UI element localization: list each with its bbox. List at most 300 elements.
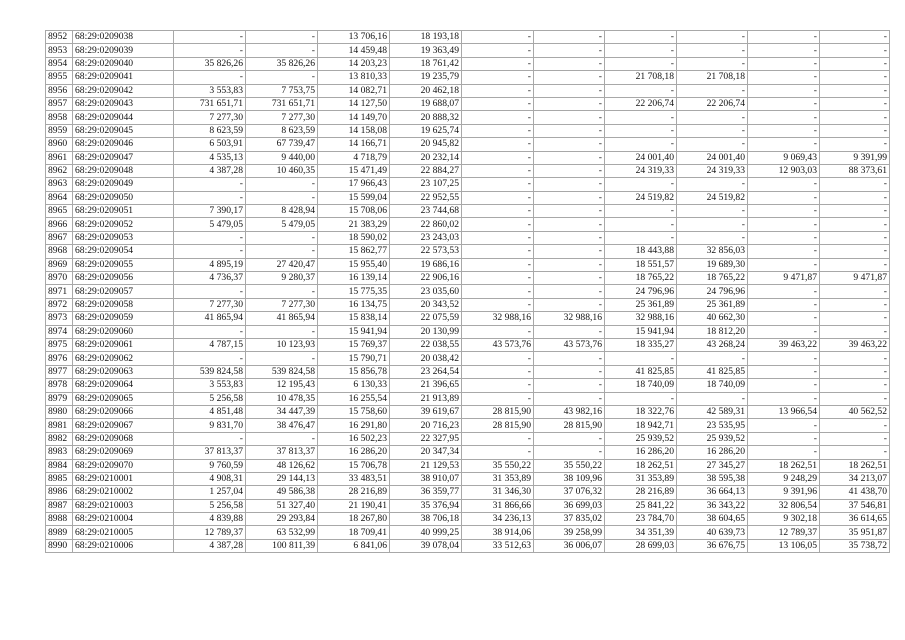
row-number-cell: 8984 bbox=[46, 459, 73, 472]
value-col-7-cell: - bbox=[462, 97, 534, 110]
value-col-7-cell: - bbox=[462, 191, 534, 204]
value-col-3-cell: 1 257,04 bbox=[174, 486, 246, 499]
value-col-3-cell: 4 535,13 bbox=[174, 151, 246, 164]
value-col-9-cell: 16 286,20 bbox=[605, 446, 677, 459]
value-col-11-cell: 13 966,54 bbox=[748, 405, 820, 418]
value-col-7-cell: - bbox=[462, 258, 534, 271]
value-col-3-cell: 35 826,26 bbox=[174, 57, 246, 70]
value-col-3-cell: 4 839,88 bbox=[174, 513, 246, 526]
value-col-10-cell: 24 001,40 bbox=[677, 151, 748, 164]
row-number-cell: 8985 bbox=[46, 472, 73, 485]
value-col-3-cell: 3 553,83 bbox=[174, 84, 246, 97]
value-col-12-cell: 9 471,87 bbox=[820, 272, 890, 285]
value-col-9-cell: - bbox=[605, 392, 677, 405]
value-col-11-cell: - bbox=[748, 325, 820, 338]
value-col-5-cell: 21 383,29 bbox=[318, 218, 390, 231]
value-col-5-cell: 14 203,23 bbox=[318, 57, 390, 70]
table-row bbox=[46, 459, 890, 472]
value-col-6-cell: 22 860,02 bbox=[390, 218, 462, 231]
value-col-7-cell: - bbox=[462, 325, 534, 338]
value-col-9-cell: 25 939,52 bbox=[605, 432, 677, 445]
value-col-7-cell: 34 236,13 bbox=[462, 513, 534, 526]
value-col-8-cell: - bbox=[534, 178, 605, 191]
value-col-10-cell: 36 343,22 bbox=[677, 499, 748, 512]
value-col-6-cell: 40 999,25 bbox=[390, 526, 462, 539]
value-col-8-cell: - bbox=[534, 272, 605, 285]
table-row bbox=[46, 513, 890, 526]
table-row bbox=[46, 392, 890, 405]
value-col-6-cell: 39 619,67 bbox=[390, 405, 462, 418]
value-col-5-cell: 15 769,37 bbox=[318, 338, 390, 351]
value-col-5-cell: 14 459,48 bbox=[318, 44, 390, 57]
value-col-4-cell: 63 532,99 bbox=[246, 526, 318, 539]
value-col-10-cell: 36 664,13 bbox=[677, 486, 748, 499]
row-number-cell: 8955 bbox=[46, 71, 73, 84]
value-col-6-cell: 22 327,95 bbox=[390, 432, 462, 445]
value-col-4-cell: - bbox=[246, 285, 318, 298]
value-col-7-cell: - bbox=[462, 164, 534, 177]
value-col-8-cell: - bbox=[534, 352, 605, 365]
value-col-12-cell: 40 562,52 bbox=[820, 405, 890, 418]
table-row bbox=[46, 405, 890, 418]
row-number-cell: 8980 bbox=[46, 405, 73, 418]
value-col-12-cell: - bbox=[820, 285, 890, 298]
value-col-8-cell: - bbox=[534, 285, 605, 298]
value-col-7-cell: - bbox=[462, 138, 534, 151]
value-col-5-cell: 18 267,80 bbox=[318, 513, 390, 526]
value-col-9-cell: 31 353,89 bbox=[605, 472, 677, 485]
value-col-10-cell: - bbox=[677, 178, 748, 191]
value-col-6-cell: 23 264,54 bbox=[390, 365, 462, 378]
value-col-3-cell: - bbox=[174, 71, 246, 84]
value-col-12-cell: - bbox=[820, 44, 890, 57]
value-col-12-cell: 41 438,70 bbox=[820, 486, 890, 499]
row-number-cell: 8988 bbox=[46, 513, 73, 526]
value-col-3-cell: 731 651,71 bbox=[174, 97, 246, 110]
table-row bbox=[46, 71, 890, 84]
value-col-11-cell: - bbox=[748, 365, 820, 378]
value-col-9-cell: 24 519,82 bbox=[605, 191, 677, 204]
value-col-4-cell: 5 479,05 bbox=[246, 218, 318, 231]
value-col-6-cell: 39 078,04 bbox=[390, 539, 462, 552]
value-col-9-cell: 22 206,74 bbox=[605, 97, 677, 110]
value-col-9-cell: - bbox=[605, 138, 677, 151]
value-col-10-cell: - bbox=[677, 31, 748, 44]
value-col-7-cell: - bbox=[462, 178, 534, 191]
value-col-6-cell: 22 038,55 bbox=[390, 338, 462, 351]
value-col-3-cell: 4 736,37 bbox=[174, 272, 246, 285]
value-col-4-cell: 10 123,93 bbox=[246, 338, 318, 351]
value-col-10-cell: - bbox=[677, 231, 748, 244]
row-number-cell: 8979 bbox=[46, 392, 73, 405]
row-number-cell: 8978 bbox=[46, 379, 73, 392]
value-col-6-cell: 23 035,60 bbox=[390, 285, 462, 298]
cadastral-number-cell: 68:29:0209050 bbox=[73, 191, 174, 204]
value-col-4-cell: 7 277,30 bbox=[246, 298, 318, 311]
value-col-10-cell: 41 825,85 bbox=[677, 365, 748, 378]
value-col-10-cell: 18 765,22 bbox=[677, 272, 748, 285]
value-col-9-cell: 25 361,89 bbox=[605, 298, 677, 311]
value-col-10-cell: 24 796,96 bbox=[677, 285, 748, 298]
value-col-6-cell: 19 363,49 bbox=[390, 44, 462, 57]
value-col-12-cell: - bbox=[820, 111, 890, 124]
value-col-9-cell: 23 784,70 bbox=[605, 513, 677, 526]
value-col-11-cell: - bbox=[748, 44, 820, 57]
row-number-cell: 8965 bbox=[46, 205, 73, 218]
value-col-9-cell: 28 216,89 bbox=[605, 486, 677, 499]
row-number-cell: 8956 bbox=[46, 84, 73, 97]
value-col-9-cell: - bbox=[605, 205, 677, 218]
value-col-7-cell: - bbox=[462, 124, 534, 137]
value-col-4-cell: 51 327,40 bbox=[246, 499, 318, 512]
value-col-6-cell: 20 888,32 bbox=[390, 111, 462, 124]
cadastral-number-cell: 68:29:0209051 bbox=[73, 205, 174, 218]
cadastral-number-cell: 68:29:0210005 bbox=[73, 526, 174, 539]
value-col-11-cell: - bbox=[748, 352, 820, 365]
value-col-11-cell: - bbox=[748, 57, 820, 70]
value-col-9-cell: - bbox=[605, 57, 677, 70]
value-col-7-cell: 31 346,30 bbox=[462, 486, 534, 499]
table-row bbox=[46, 164, 890, 177]
table-row bbox=[46, 539, 890, 552]
value-col-12-cell: - bbox=[820, 218, 890, 231]
value-col-3-cell: 3 553,83 bbox=[174, 379, 246, 392]
value-col-7-cell: 43 573,76 bbox=[462, 338, 534, 351]
value-col-8-cell: 38 109,96 bbox=[534, 472, 605, 485]
value-col-7-cell: - bbox=[462, 285, 534, 298]
value-col-6-cell: 35 376,94 bbox=[390, 499, 462, 512]
value-col-12-cell: - bbox=[820, 71, 890, 84]
value-col-4-cell: 10 460,35 bbox=[246, 164, 318, 177]
value-col-5-cell: 18 590,02 bbox=[318, 231, 390, 244]
value-col-6-cell: 21 913,89 bbox=[390, 392, 462, 405]
value-col-7-cell: 28 815,90 bbox=[462, 405, 534, 418]
value-col-9-cell: - bbox=[605, 218, 677, 231]
value-col-12-cell: - bbox=[820, 258, 890, 271]
row-number-cell: 8957 bbox=[46, 97, 73, 110]
cadastral-number-cell: 68:29:0209062 bbox=[73, 352, 174, 365]
value-col-5-cell: 15 471,49 bbox=[318, 164, 390, 177]
value-col-8-cell: 37 076,32 bbox=[534, 486, 605, 499]
row-number-cell: 8954 bbox=[46, 57, 73, 70]
cadastral-number-cell: 68:29:0209054 bbox=[73, 245, 174, 258]
value-col-9-cell: 24 319,33 bbox=[605, 164, 677, 177]
cadastral-number-cell: 68:29:0209057 bbox=[73, 285, 174, 298]
row-number-cell: 8963 bbox=[46, 178, 73, 191]
row-number-cell: 8989 bbox=[46, 526, 73, 539]
value-col-3-cell: - bbox=[174, 245, 246, 258]
value-col-12-cell: 88 373,61 bbox=[820, 164, 890, 177]
value-col-11-cell: - bbox=[748, 191, 820, 204]
value-col-3-cell: - bbox=[174, 352, 246, 365]
value-col-6-cell: 38 706,18 bbox=[390, 513, 462, 526]
value-col-10-cell: - bbox=[677, 84, 748, 97]
cadastral-number-cell: 68:29:0209045 bbox=[73, 124, 174, 137]
table-row bbox=[46, 124, 890, 137]
value-col-12-cell: 35 951,87 bbox=[820, 526, 890, 539]
cadastral-number-cell: 68:29:0209042 bbox=[73, 84, 174, 97]
value-col-12-cell: 35 738,72 bbox=[820, 539, 890, 552]
value-col-6-cell: 19 688,07 bbox=[390, 97, 462, 110]
row-number-cell: 8975 bbox=[46, 338, 73, 351]
value-col-7-cell: 35 550,22 bbox=[462, 459, 534, 472]
cadastral-number-cell: 68:29:0209060 bbox=[73, 325, 174, 338]
value-col-4-cell: 29 144,13 bbox=[246, 472, 318, 485]
value-col-6-cell: 19 625,74 bbox=[390, 124, 462, 137]
value-col-5-cell: 15 708,06 bbox=[318, 205, 390, 218]
value-col-11-cell: - bbox=[748, 312, 820, 325]
table-row bbox=[46, 312, 890, 325]
value-col-4-cell: - bbox=[246, 352, 318, 365]
cadastral-number-cell: 68:29:0209047 bbox=[73, 151, 174, 164]
value-col-5-cell: 15 599,04 bbox=[318, 191, 390, 204]
value-col-4-cell: 34 447,39 bbox=[246, 405, 318, 418]
value-col-12-cell: - bbox=[820, 57, 890, 70]
value-col-11-cell: - bbox=[748, 124, 820, 137]
value-col-10-cell: - bbox=[677, 218, 748, 231]
value-col-10-cell: 32 856,03 bbox=[677, 245, 748, 258]
value-col-12-cell: - bbox=[820, 379, 890, 392]
value-col-8-cell: - bbox=[534, 151, 605, 164]
row-number-cell: 8972 bbox=[46, 298, 73, 311]
value-col-12-cell: - bbox=[820, 245, 890, 258]
cadastral-number-cell: 68:29:0209061 bbox=[73, 338, 174, 351]
table-row bbox=[46, 432, 890, 445]
value-col-6-cell: 20 232,14 bbox=[390, 151, 462, 164]
value-col-11-cell: - bbox=[748, 231, 820, 244]
value-col-5-cell: 14 158,08 bbox=[318, 124, 390, 137]
value-col-4-cell: - bbox=[246, 245, 318, 258]
value-col-4-cell: 29 293,84 bbox=[246, 513, 318, 526]
value-col-3-cell: - bbox=[174, 44, 246, 57]
value-col-9-cell: 41 825,85 bbox=[605, 365, 677, 378]
value-col-7-cell: - bbox=[462, 151, 534, 164]
value-col-9-cell: 24 001,40 bbox=[605, 151, 677, 164]
value-col-3-cell: 5 479,05 bbox=[174, 218, 246, 231]
value-col-8-cell: - bbox=[534, 231, 605, 244]
value-col-9-cell: - bbox=[605, 352, 677, 365]
table-body bbox=[46, 31, 890, 553]
value-col-6-cell: 22 952,55 bbox=[390, 191, 462, 204]
cadastral-number-cell: 68:29:0209066 bbox=[73, 405, 174, 418]
value-col-3-cell: 4 908,31 bbox=[174, 472, 246, 485]
value-col-3-cell: 7 277,30 bbox=[174, 111, 246, 124]
table-row bbox=[46, 191, 890, 204]
value-col-9-cell: 18 551,57 bbox=[605, 258, 677, 271]
value-col-12-cell: 37 546,81 bbox=[820, 499, 890, 512]
value-col-10-cell: 27 345,27 bbox=[677, 459, 748, 472]
table-row bbox=[46, 44, 890, 57]
value-col-7-cell: 31 866,66 bbox=[462, 499, 534, 512]
table-row bbox=[46, 111, 890, 124]
value-col-4-cell: - bbox=[246, 178, 318, 191]
value-col-9-cell: - bbox=[605, 178, 677, 191]
cadastral-number-cell: 68:29:0209058 bbox=[73, 298, 174, 311]
value-col-5-cell: 14 166,71 bbox=[318, 138, 390, 151]
table-row bbox=[46, 338, 890, 351]
value-col-8-cell: - bbox=[534, 111, 605, 124]
value-col-10-cell: 43 268,24 bbox=[677, 338, 748, 351]
value-col-8-cell: - bbox=[534, 31, 605, 44]
value-col-11-cell: 9 069,43 bbox=[748, 151, 820, 164]
value-col-12-cell: 18 262,51 bbox=[820, 459, 890, 472]
value-col-11-cell: - bbox=[748, 205, 820, 218]
value-col-12-cell: 36 614,65 bbox=[820, 513, 890, 526]
value-col-8-cell: 28 815,90 bbox=[534, 419, 605, 432]
table-row bbox=[46, 379, 890, 392]
value-col-5-cell: 16 291,80 bbox=[318, 419, 390, 432]
value-col-6-cell: 23 744,68 bbox=[390, 205, 462, 218]
value-col-11-cell: - bbox=[748, 379, 820, 392]
value-col-11-cell: 39 463,22 bbox=[748, 338, 820, 351]
value-col-8-cell: - bbox=[534, 258, 605, 271]
value-col-10-cell: 22 206,74 bbox=[677, 97, 748, 110]
value-col-6-cell: 20 462,18 bbox=[390, 84, 462, 97]
value-col-9-cell: - bbox=[605, 31, 677, 44]
value-col-9-cell: - bbox=[605, 84, 677, 97]
value-col-8-cell: - bbox=[534, 245, 605, 258]
value-col-4-cell: 8 623,59 bbox=[246, 124, 318, 137]
cadastral-number-cell: 68:29:0210004 bbox=[73, 513, 174, 526]
value-col-10-cell: 16 286,20 bbox=[677, 446, 748, 459]
value-col-11-cell: 9 302,18 bbox=[748, 513, 820, 526]
table-row bbox=[46, 446, 890, 459]
value-col-5-cell: 13 810,33 bbox=[318, 71, 390, 84]
value-col-11-cell: - bbox=[748, 84, 820, 97]
value-col-10-cell: 21 708,18 bbox=[677, 71, 748, 84]
value-col-3-cell: 12 789,37 bbox=[174, 526, 246, 539]
cadastral-number-cell: 68:29:0209043 bbox=[73, 97, 174, 110]
value-col-7-cell: 32 988,16 bbox=[462, 312, 534, 325]
table-row bbox=[46, 245, 890, 258]
table-row bbox=[46, 499, 890, 512]
value-col-12-cell: 9 391,99 bbox=[820, 151, 890, 164]
value-col-9-cell: 24 796,96 bbox=[605, 285, 677, 298]
value-col-6-cell: 21 129,53 bbox=[390, 459, 462, 472]
value-col-12-cell: - bbox=[820, 97, 890, 110]
value-col-9-cell: 18 262,51 bbox=[605, 459, 677, 472]
value-col-9-cell: 18 765,22 bbox=[605, 272, 677, 285]
table-row bbox=[46, 57, 890, 70]
row-number-cell: 8968 bbox=[46, 245, 73, 258]
value-col-6-cell: 20 347,34 bbox=[390, 446, 462, 459]
value-col-8-cell: - bbox=[534, 138, 605, 151]
value-col-5-cell: 16 134,75 bbox=[318, 298, 390, 311]
value-col-9-cell: 25 841,22 bbox=[605, 499, 677, 512]
value-col-6-cell: 22 906,16 bbox=[390, 272, 462, 285]
value-col-6-cell: 20 343,52 bbox=[390, 298, 462, 311]
value-col-12-cell: - bbox=[820, 392, 890, 405]
value-col-4-cell: 12 195,43 bbox=[246, 379, 318, 392]
value-col-3-cell: 37 813,37 bbox=[174, 446, 246, 459]
value-col-11-cell: - bbox=[748, 218, 820, 231]
row-number-cell: 8983 bbox=[46, 446, 73, 459]
value-col-8-cell: 39 258,99 bbox=[534, 526, 605, 539]
value-col-5-cell: 15 856,78 bbox=[318, 365, 390, 378]
value-col-4-cell: 41 865,94 bbox=[246, 312, 318, 325]
value-col-3-cell: 4 787,15 bbox=[174, 338, 246, 351]
value-col-12-cell: - bbox=[820, 365, 890, 378]
table-row bbox=[46, 231, 890, 244]
value-col-10-cell: 19 689,30 bbox=[677, 258, 748, 271]
value-col-6-cell: 20 716,23 bbox=[390, 419, 462, 432]
value-col-6-cell: 23 243,03 bbox=[390, 231, 462, 244]
value-col-7-cell: - bbox=[462, 71, 534, 84]
value-col-3-cell: - bbox=[174, 325, 246, 338]
value-col-4-cell: - bbox=[246, 432, 318, 445]
value-col-7-cell: - bbox=[462, 432, 534, 445]
value-col-3-cell: 4 851,48 bbox=[174, 405, 246, 418]
value-col-11-cell: - bbox=[748, 298, 820, 311]
cadastral-number-cell: 68:29:0209046 bbox=[73, 138, 174, 151]
value-col-10-cell: - bbox=[677, 111, 748, 124]
value-col-5-cell: 33 483,51 bbox=[318, 472, 390, 485]
value-col-10-cell: 24 319,33 bbox=[677, 164, 748, 177]
value-col-9-cell: - bbox=[605, 111, 677, 124]
value-col-4-cell: 27 420,47 bbox=[246, 258, 318, 271]
value-col-11-cell: 12 789,37 bbox=[748, 526, 820, 539]
value-col-12-cell: - bbox=[820, 138, 890, 151]
cadastral-number-cell: 68:29:0209059 bbox=[73, 312, 174, 325]
value-col-5-cell: 6 841,06 bbox=[318, 539, 390, 552]
value-col-11-cell: - bbox=[748, 31, 820, 44]
value-col-7-cell: - bbox=[462, 231, 534, 244]
value-col-5-cell: 15 941,94 bbox=[318, 325, 390, 338]
value-col-9-cell: 18 740,09 bbox=[605, 379, 677, 392]
value-col-11-cell: 9 248,29 bbox=[748, 472, 820, 485]
value-col-4-cell: 9 440,00 bbox=[246, 151, 318, 164]
row-number-cell: 8977 bbox=[46, 365, 73, 378]
value-col-9-cell: 18 335,27 bbox=[605, 338, 677, 351]
value-col-5-cell: 28 216,89 bbox=[318, 486, 390, 499]
value-col-7-cell: 31 353,89 bbox=[462, 472, 534, 485]
cadastral-number-cell: 68:29:0209053 bbox=[73, 231, 174, 244]
value-col-7-cell: - bbox=[462, 111, 534, 124]
value-col-3-cell: 539 824,58 bbox=[174, 365, 246, 378]
value-col-6-cell: 20 130,99 bbox=[390, 325, 462, 338]
row-number-cell: 8986 bbox=[46, 486, 73, 499]
value-col-8-cell: 36 699,03 bbox=[534, 499, 605, 512]
value-col-5-cell: 15 790,71 bbox=[318, 352, 390, 365]
cadastral-number-cell: 68:29:0209056 bbox=[73, 272, 174, 285]
cadastral-number-cell: 68:29:0210002 bbox=[73, 486, 174, 499]
value-col-6-cell: 18 761,42 bbox=[390, 57, 462, 70]
row-number-cell: 8958 bbox=[46, 111, 73, 124]
value-col-5-cell: 21 190,41 bbox=[318, 499, 390, 512]
table-row bbox=[46, 352, 890, 365]
value-col-8-cell: 43 982,16 bbox=[534, 405, 605, 418]
value-col-9-cell: 18 942,71 bbox=[605, 419, 677, 432]
cadastral-number-cell: 68:29:0209069 bbox=[73, 446, 174, 459]
row-number-cell: 8962 bbox=[46, 164, 73, 177]
value-col-5-cell: 13 706,16 bbox=[318, 31, 390, 44]
value-col-5-cell: 15 955,40 bbox=[318, 258, 390, 271]
value-col-10-cell: - bbox=[677, 205, 748, 218]
table-row bbox=[46, 258, 890, 271]
value-col-8-cell: - bbox=[534, 218, 605, 231]
value-col-5-cell: 15 838,14 bbox=[318, 312, 390, 325]
value-col-5-cell: 17 966,43 bbox=[318, 178, 390, 191]
value-col-12-cell: - bbox=[820, 178, 890, 191]
row-number-cell: 8952 bbox=[46, 31, 73, 44]
value-col-10-cell: - bbox=[677, 138, 748, 151]
value-col-8-cell: - bbox=[534, 365, 605, 378]
value-col-9-cell: 15 941,94 bbox=[605, 325, 677, 338]
value-col-4-cell: 67 739,47 bbox=[246, 138, 318, 151]
value-col-7-cell: - bbox=[462, 84, 534, 97]
value-col-9-cell: - bbox=[605, 231, 677, 244]
row-number-cell: 8974 bbox=[46, 325, 73, 338]
